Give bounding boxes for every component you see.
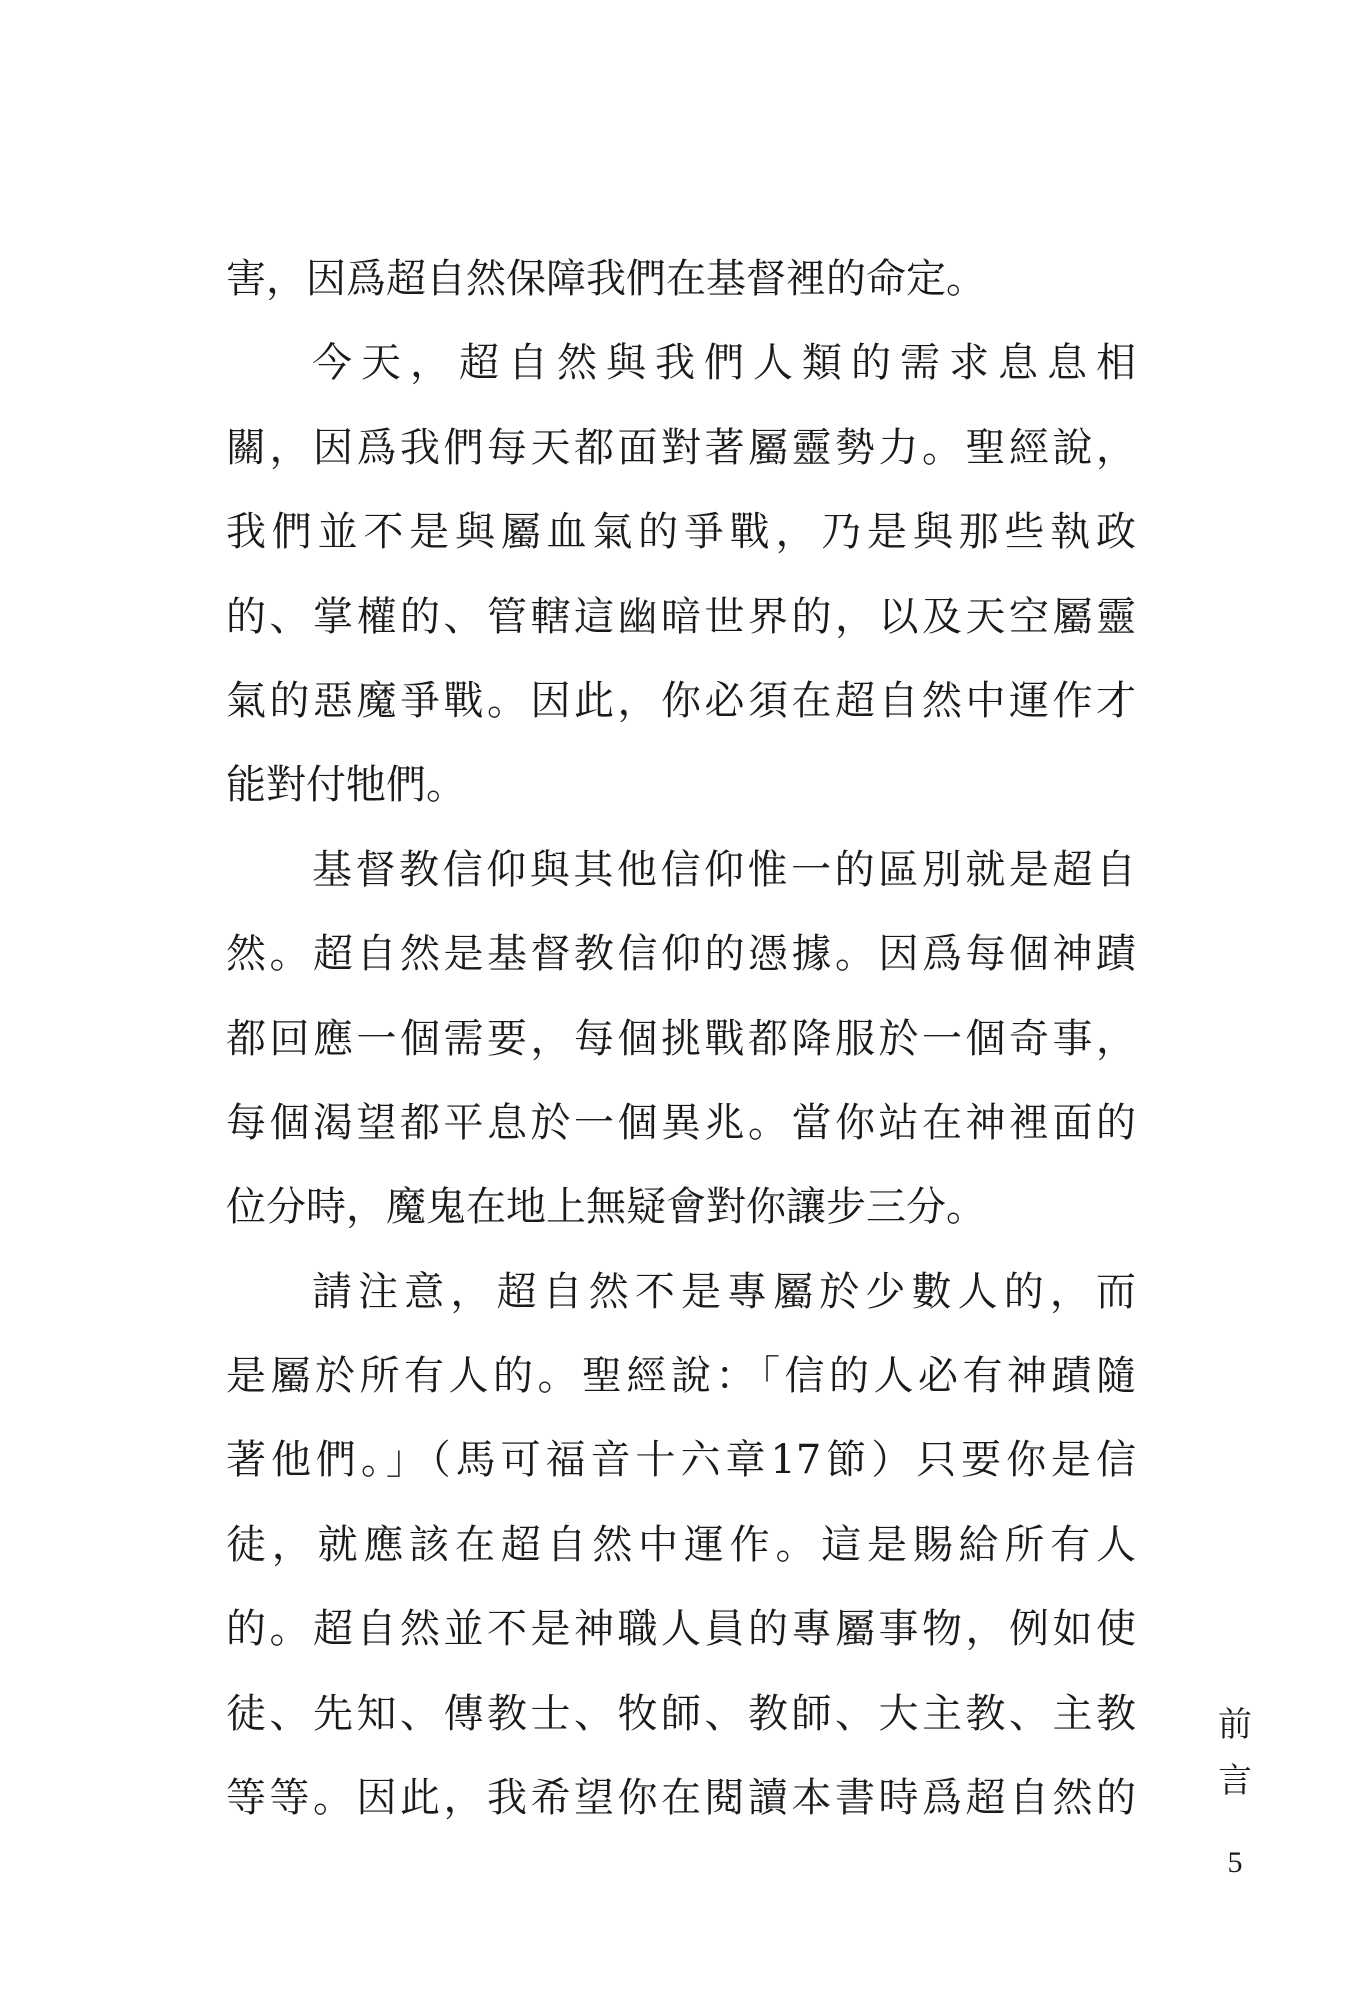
text-line: 能對付牠們。 [226, 762, 466, 809]
chapter-side-label-char: 前 [1218, 1705, 1252, 1745]
text-line: 是屬於所有人的。聖經說：「信的人必有神蹟隨 [226, 1353, 1136, 1400]
text-line: 著他們。」（馬可福音十六章17節）只要你是信 [226, 1437, 1136, 1484]
text-line: 都回應一個需要，每個挑戰都降服於一個奇事， [226, 1015, 1136, 1062]
text-line: 害，因爲超自然保障我們在基督裡的命定。 [226, 256, 986, 302]
text-line: 的。超自然並不是神職人員的專屬事物，例如使 [226, 1606, 1136, 1653]
body-text [226, 237, 1136, 1840]
text-line: 等等。因此，我希望你在閱讀本書時爲超自然的 [226, 1775, 1136, 1822]
text-line: 氣的惡魔爭戰。因此，你必須在超自然中運作才 [226, 677, 1136, 724]
text-line: 然。超自然是基督教信仰的憑據。因爲每個神蹟 [226, 931, 1136, 978]
text-line: 今天，超自然與我們人類的需求息息相 [312, 340, 1136, 387]
page-number: 5 [1227, 1846, 1243, 1879]
text-line: 我們並不是與屬血氣的爭戰，乃是與那些執政 [226, 509, 1136, 556]
text-line: 請注意，超自然不是專屬於少數人的，而 [312, 1268, 1136, 1315]
text-line: 關，因爲我們每天都面對著屬靈勢力。聖經說， [226, 424, 1136, 471]
text-line: 基督教信仰與其他信仰惟一的區別就是超自 [312, 846, 1136, 893]
chapter-side-label [1210, 1697, 1260, 1809]
text-line: 徒、先知、傳教士、牧師、教師、大主教、主教 [226, 1690, 1136, 1737]
text-line: 每個渴望都平息於一個異兆。當你站在神裡面的 [226, 1099, 1136, 1146]
chapter-side-label-char: 言 [1218, 1761, 1252, 1801]
text-line: 位分時，魔鬼在地上無疑會對你讓步三分。 [226, 1184, 986, 1231]
text-line: 的、掌權的、管轄這幽暗世界的，以及天空屬靈 [226, 593, 1136, 640]
text-line: 徒，就應該在超自然中運作。這是賜給所有人 [226, 1521, 1136, 1568]
